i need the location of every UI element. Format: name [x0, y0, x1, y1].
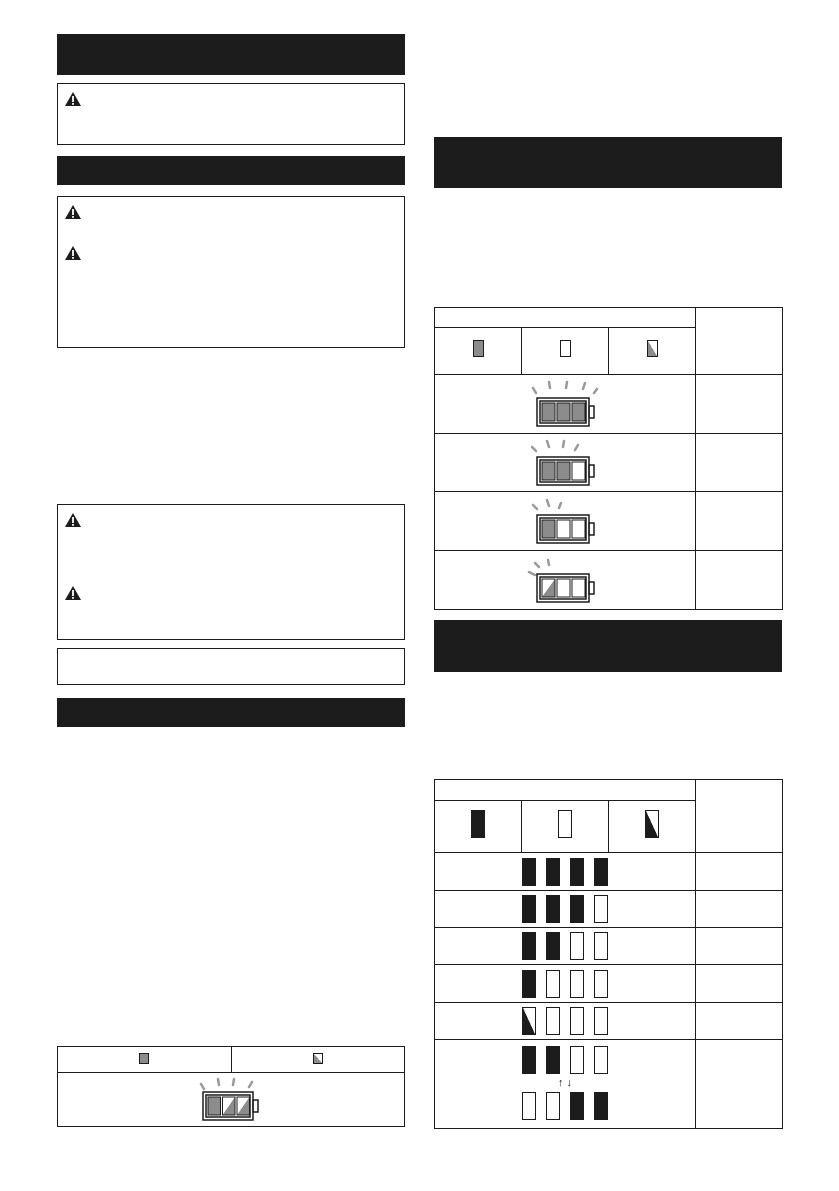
lamp-off — [594, 1007, 608, 1035]
lamp-lit — [570, 895, 584, 923]
level-header-cell — [696, 780, 783, 853]
level-value-cell — [696, 891, 783, 928]
legend-lit-cell — [435, 801, 522, 853]
lamp-lit — [522, 1046, 536, 1074]
level-row-1 — [435, 965, 696, 1003]
legend-blinking-cell — [609, 801, 696, 853]
off-lamp-icon — [560, 340, 571, 357]
lamp-lit — [546, 858, 560, 886]
level-row-3 — [435, 891, 696, 928]
lamp-lit — [594, 858, 608, 886]
lamp-off — [570, 1046, 584, 1074]
lit-lamp-icon — [139, 1053, 149, 1064]
blinking-lamp-icon — [645, 810, 659, 838]
level-value-cell — [696, 853, 783, 891]
legend-blinking-cell — [231, 1047, 405, 1073]
section-header-2 — [57, 156, 405, 185]
battery-level-table — [434, 779, 783, 1129]
capacity-row-low — [435, 551, 696, 610]
section-header-5 — [434, 620, 782, 672]
lamp-lit — [594, 1092, 608, 1120]
legend-off-cell — [522, 328, 609, 375]
indicator-figure-cell — [58, 1073, 405, 1127]
note-box — [57, 648, 405, 685]
blinking-lamp-icon — [647, 340, 658, 357]
warning-triangle-icon — [64, 512, 82, 528]
alternating-arrows: ↑ ↓ — [557, 1077, 573, 1089]
capacity-value-cell — [696, 434, 783, 492]
level-value-cell — [696, 1003, 783, 1040]
lit-lamp-icon — [471, 810, 485, 838]
warning-triangle-icon — [64, 204, 82, 220]
warning-box-3 — [57, 504, 405, 640]
level-value-cell — [696, 965, 783, 1003]
lamp-off — [546, 1007, 560, 1035]
capacity-row-two-thirds — [435, 434, 696, 492]
capacity-value-cell — [696, 551, 783, 610]
lamp-off — [594, 932, 608, 960]
legend-off-cell — [522, 801, 609, 853]
legend-lit-cell — [435, 328, 522, 375]
lamp-lit — [522, 932, 536, 960]
level-value-cell — [696, 928, 783, 965]
lamp-lit — [546, 932, 560, 960]
lamp-lit — [522, 858, 536, 886]
lamp-lit — [570, 858, 584, 886]
lamp-off — [594, 970, 608, 998]
battery-indicator-icon — [527, 554, 603, 606]
warning-triangle-icon — [64, 585, 82, 601]
capacity-value-cell — [696, 492, 783, 551]
warning-triangle-icon — [64, 245, 82, 261]
capacity-row-full — [435, 375, 696, 434]
lamp-off — [594, 895, 608, 923]
lamp-header-cell — [435, 308, 696, 328]
level-value-cell — [696, 1040, 783, 1129]
legend-lit-cell — [58, 1047, 232, 1073]
blinking-lamp-icon — [313, 1053, 323, 1064]
lamp-lit — [522, 970, 536, 998]
capacity-header-cell — [696, 308, 783, 375]
lamp-lit — [546, 895, 560, 923]
lamp-lit — [522, 895, 536, 923]
lamp-header-cell — [435, 780, 696, 801]
level-row-2 — [435, 928, 696, 965]
lamp-off — [594, 1046, 608, 1074]
lamp-off — [570, 970, 584, 998]
battery-indicator-icon — [527, 378, 603, 430]
capacity-value-cell — [696, 375, 783, 434]
lamp-blinking — [522, 1007, 536, 1035]
battery-indicator-icon — [527, 437, 603, 489]
legend-blinking-cell — [609, 328, 696, 375]
section-header-3 — [57, 698, 405, 727]
lamp-off — [522, 1092, 536, 1120]
warning-triangle-icon — [64, 91, 82, 107]
lit-lamp-icon — [473, 340, 484, 357]
warning-box-2 — [57, 196, 405, 348]
section-header-4 — [434, 137, 782, 188]
warning-box-1 — [57, 83, 405, 145]
lamp-lit — [570, 1092, 584, 1120]
level-row-alternating — [435, 1040, 696, 1129]
level-row-4 — [435, 853, 696, 891]
lamp-off — [546, 1092, 560, 1120]
battery-indicator-icon — [527, 495, 603, 547]
capacity-row-one-third — [435, 492, 696, 551]
remaining-capacity-table — [434, 307, 783, 610]
level-row-blinking — [435, 1003, 696, 1040]
lamp-off — [570, 932, 584, 960]
lamp-off — [546, 970, 560, 998]
section-header-1 — [57, 34, 405, 75]
lamp-off — [570, 1007, 584, 1035]
lamp-lit — [546, 1046, 560, 1074]
off-lamp-icon — [558, 810, 572, 838]
left-indicator-table — [57, 1046, 405, 1127]
battery-indicator-icon — [196, 1076, 266, 1124]
